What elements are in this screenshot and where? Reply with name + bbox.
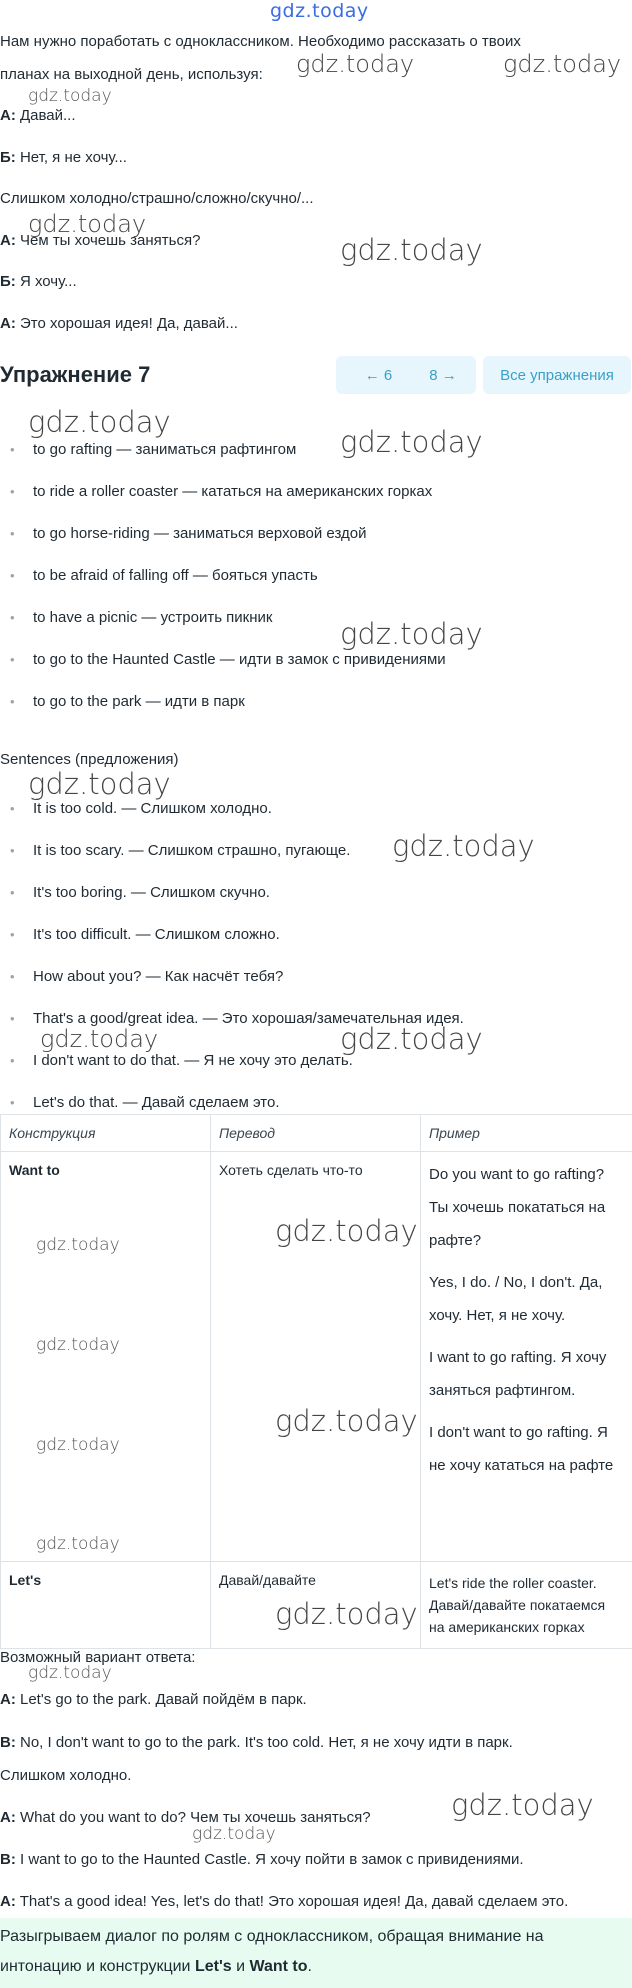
watermark-text: gdz.today: [275, 1404, 418, 1438]
intro-dialog-a3: А: Это хорошая идея! Да, давай...: [0, 315, 238, 332]
watermark-text: gdz.today: [36, 1534, 120, 1554]
table-cell: Давай/давайте: [211, 1562, 421, 1649]
table-cell: Let's ride the roller coaster. Давай/давайте покатаемся на американских горках: [421, 1562, 632, 1649]
list-item: • How about you? — Как насчёт тебя?: [0, 967, 250, 987]
answer-line: A: That's a good idea! Yes, let's do that! Это хорошая идея! Да, давай сделаем это.: [0, 1893, 569, 1910]
list-item: • to ride a roller coaster — кататься на американских горках: [0, 482, 399, 502]
watermark-text: gdz.today: [503, 50, 622, 78]
example-text: I don't want to go rafting. Я не хочу кататься на рафте: [429, 1424, 614, 1474]
list-item: • to go to the park — идти в парк: [0, 692, 212, 712]
table-cell: Want to: [1, 1152, 211, 1562]
intro-dialog-b2: Б: Я хочу...: [0, 273, 77, 290]
all-exercises-button[interactable]: Все упражнения: [483, 356, 631, 394]
intro-dialog-a2: А: Чем ты хочешь заняться?: [0, 232, 201, 249]
answer-line: A: What do you want to do? Чем ты хочешь заняться?: [0, 1809, 371, 1826]
watermark-text: gdz.today: [451, 1788, 594, 1822]
intro-dialog-a1: А: Давай...: [0, 107, 76, 124]
answer-line: A: Let's go to the park. Давай пойдём в парк.: [0, 1691, 307, 1708]
list-item: • to go horse-riding — заниматься верховой ездой: [0, 524, 333, 544]
watermark-logo: gdz.today: [270, 0, 369, 22]
list-item: • That's a good/great idea. — Это хорошая/замечательная идея.: [0, 1009, 431, 1029]
table-header-row: [1, 1115, 632, 1152]
table-row: [1, 1152, 632, 1562]
tip-text: Разыгрываем диалог по ролям с одноклассником, обращая внимание на: [0, 1928, 544, 1945]
watermark-text: gdz.today: [340, 617, 483, 651]
watermark-text: gdz.today: [28, 86, 112, 106]
list-item: • It's too boring. — Слишком скучно.: [0, 883, 237, 903]
watermark-text: gdz.today: [192, 1824, 276, 1844]
watermark-text: gdz.today: [275, 1214, 418, 1248]
table-cell: Хотеть сделать что-то: [211, 1152, 421, 1562]
list-item: • It's too difficult. — Слишком сложно.: [0, 925, 247, 945]
list-item: • It is too cold. — Слишком холодно.: [0, 799, 239, 819]
intro-extra: Слишком холодно/страшно/сложно/скучно/...: [0, 190, 314, 207]
list-item: • Let's do that. — Давай сделаем это.: [0, 1093, 247, 1113]
watermark-text: gdz.today: [36, 1435, 120, 1455]
intro-line-2: планах на выходной день, используя:: [0, 66, 263, 83]
watermark-text: gdz.today: [28, 1663, 112, 1683]
prev-exercise-button[interactable]: ← 6: [336, 356, 421, 394]
list-item: • I don't want to do that. — Я не хочу это делать.: [0, 1051, 320, 1071]
list-item: • to go rafting — заниматься рафтингом: [0, 440, 263, 460]
watermark-text: gdz.today: [36, 1235, 120, 1255]
answer-heading: Возможный вариант ответа:: [0, 1649, 196, 1666]
watermark-text: gdz.today: [28, 210, 147, 238]
watermark-text: gdz.today: [340, 1022, 483, 1056]
next-exercise-button[interactable]: 8 →: [410, 356, 476, 394]
watermark-text: gdz.today: [40, 1025, 159, 1053]
list-item: • It is too scary. — Слишком страшно, пугающе.: [0, 841, 317, 861]
watermark-text: gdz.today: [28, 405, 171, 439]
example-text: Do you want to go rafting? Ты хочешь покататься на рафте?: [429, 1166, 606, 1249]
intro-dialog-b1: Б: Нет, я не хочу...: [0, 149, 127, 166]
column-header: Перевод: [211, 1115, 421, 1152]
list-item: • to be afraid of falling off — бояться упасть: [0, 566, 285, 586]
column-header: Конструкция: [1, 1115, 211, 1152]
watermark-text: gdz.today: [28, 767, 171, 801]
exercise-title: Упражнение 7: [0, 362, 151, 387]
watermark-text: gdz.today: [340, 425, 483, 459]
answer-line: Слишком холодно.: [0, 1767, 132, 1784]
constructions-table: [0, 1114, 632, 1649]
watermark-text: gdz.today: [36, 1335, 120, 1355]
tip-text: интонацию и конструкции Let's и Want to.: [0, 1958, 312, 1975]
answer-line: B: No, I don't want to go to the park. It's too cold. Нет, я не хочу идти в парк.: [0, 1734, 513, 1751]
table-cell: [421, 1152, 632, 1562]
sentences-heading: Sentences (предложения): [0, 751, 179, 768]
column-header: Пример: [421, 1115, 632, 1152]
watermark-text: gdz.today: [340, 233, 483, 267]
watermark-text: gdz.today: [296, 50, 415, 78]
tip-box: [0, 1918, 632, 1988]
watermark-text: gdz.today: [392, 829, 535, 863]
answer-line: B: I want to go to the Haunted Castle. Я хочу пойти в замок с привидениями.: [0, 1851, 524, 1868]
intro-line-1: Нам нужно поработать с одноклассником. Необходимо рассказать о твоих: [0, 33, 521, 50]
watermark-text: gdz.today: [275, 1597, 418, 1631]
list-item: • to have a picnic — устроить пикник: [0, 608, 239, 628]
example-text: Yes, I do. / No, I don't. Да, хочу. Нет, я не хочу.: [429, 1274, 603, 1324]
example-text: I want to go rafting. Я хочу заняться рафтингом.: [429, 1349, 607, 1399]
list-item: • to go to the Haunted Castle — идти в замок с привидениями: [0, 650, 413, 670]
table-cell: Let's: [1, 1562, 211, 1649]
